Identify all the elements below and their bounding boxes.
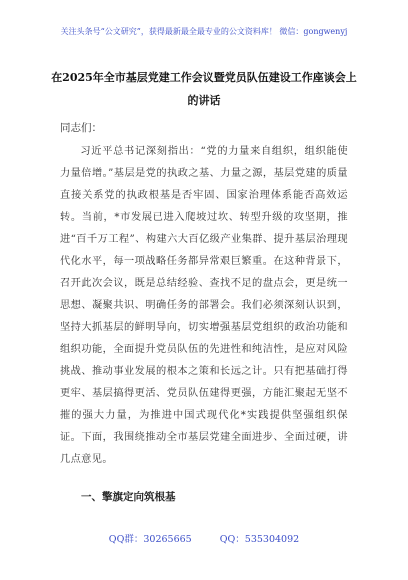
- promo-banner: 关注头条号“公文研究”，获得最新最全最专业的公文资料库！ 微信：gongwenyj: [60, 27, 348, 36]
- qq-group-number: QQ群：30265665: [108, 534, 192, 545]
- qq-number: QQ：535304092: [219, 534, 300, 545]
- contact-footer: [0, 534, 408, 546]
- document-title: 在2025年全市基层党建工作会议暨党员队伍建设工作座谈会上的讲话: [51, 71, 357, 107]
- salutation: 同志们：: [60, 122, 102, 134]
- body-paragraph: 习近平总书记深刻指出：“党的力量来自组织，组织能使力量倍增。”基层是党的执政之基、力量之源，基层党建的质量直接关系党的执政根基是否牢固、国家治理体系能否高效运转。当前，*市发展已进入爬坡过坎、转型升级的攻坚期，推进“百千万工程”、构建六大百亿级产业集群、提升基层治理现代化水平，每一项战略任务都异常艰巨繁重。在这种背景下，召开此次会议，既是总结经验、查找不足的盘点会，更是统一思想、凝聚共识、明确任务的部署会。我们必须深刻认识到，坚持大抓基层的鲜明导向，切实增强基层党组织的政治功能和组织功能，全面提升党员队伍的先进性和纯洁性，是应对风险挑战、推动事业发展的根本之策和长远之计。只有把基础打得更牢、基层搞得更活、党员队伍建得更强，方能汇聚起无坚不摧的强大力量，为推进中国式现代化*实践提供坚强组织保证。下面，我围绕推动全市基层党建全面进步、全面过硬，讲几点意见。: [60, 146, 348, 465]
- section-heading: 一、擎旗定向筑根基: [81, 491, 176, 503]
